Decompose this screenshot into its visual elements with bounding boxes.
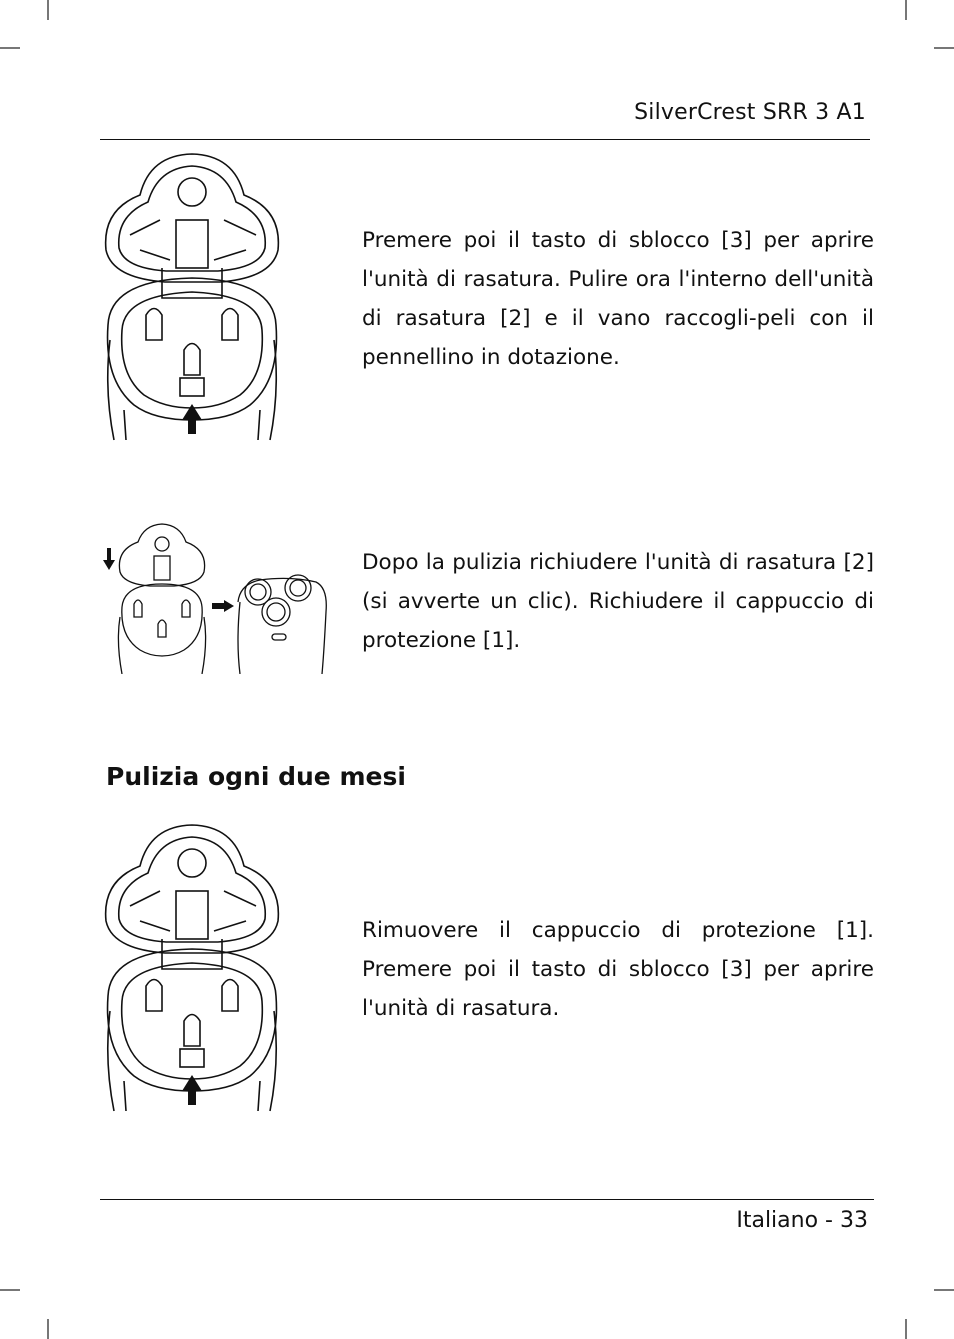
shaver-open-illustration-2 (100, 821, 285, 1113)
crop-mark (0, 47, 20, 49)
footer-language: Italiano (736, 1208, 819, 1233)
crop-mark (934, 1289, 954, 1291)
footer-separator: - (818, 1208, 840, 1233)
crop-mark (47, 0, 49, 20)
section-title: Pulizia ogni due mesi (106, 762, 406, 791)
crop-mark (934, 47, 954, 49)
shaver-closing-illustration (100, 522, 328, 674)
header-rule (100, 139, 870, 140)
crop-mark (47, 1319, 49, 1339)
step-1-text: Premere poi il tasto di sblocco [3] per aprire l'unità di rasatura. Pulire ora l'interno dell'unità di rasatura [2] e il vano raccogli-peli con il pennellino in dotazione. (362, 228, 874, 370)
footer-rule (100, 1199, 874, 1200)
page-number: 33 (840, 1208, 868, 1233)
footer (736, 1208, 868, 1233)
header-title: SilverCrest SRR 3 A1 (634, 100, 866, 125)
step-3-text: Rimuovere il cappuccio di protezione [1]. Premere poi il tasto di sblocco [3] per aprire l'unità di rasatura. (362, 918, 874, 1021)
crop-mark (905, 0, 907, 20)
crop-mark (0, 1289, 20, 1291)
step-2-text: Dopo la pulizia richiudere l'unità di rasatura [2] (si avverte un clic). Richiudere il cappuccio di protezione [1]. (362, 550, 874, 653)
crop-mark (905, 1319, 907, 1339)
shaver-open-illustration (100, 150, 285, 442)
